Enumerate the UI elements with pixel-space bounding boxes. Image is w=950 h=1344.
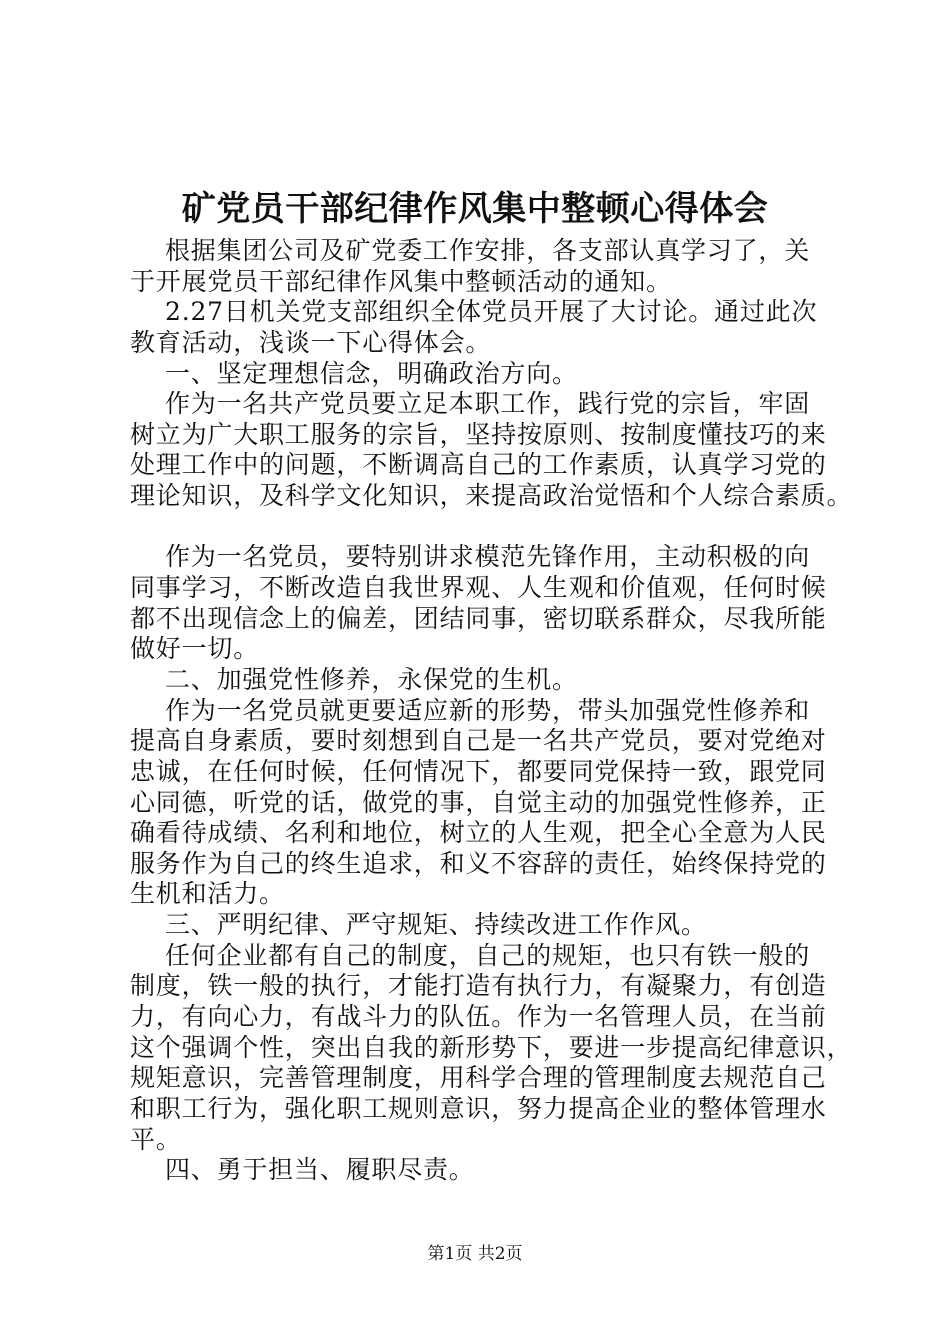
body-line: 力，有向心力，有战斗力的队伍。作为一名管理人员，在当前 [130,1002,827,1032]
body-line: 同事学习，不断改造自我世界观、人生观和价值观，任何时候 [130,573,827,603]
body-line: 一、坚定理想信念，明确政治方向。 [130,358,578,388]
body-line: 忠诚，在任何时候，任何情况下，都要同党保持一致，跟党同 [130,756,827,786]
document-title: 矿党员干部纪律作风集中整顿心得体会 [181,189,769,229]
body-line: 二、加强党性修养，永保党的生机。 [130,664,578,694]
page-footer: 第1页 共2页 [427,1244,523,1264]
body-line: 于开展党员干部纪律作风集中整顿活动的通知。 [130,266,672,296]
body-line: 生机和活力。 [130,879,285,909]
body-line: 和职工行为，强化职工规则意识，努力提高企业的整体管理水 [130,1093,827,1123]
body-line: 作为一名党员就更要适应新的形势，带头加强党性修养和 [130,695,810,725]
body-line: 根据集团公司及矿党委工作安排，各支部认真学习了，关 [130,236,810,265]
body-line: 教育活动，浅谈一下心得体会。 [130,327,492,357]
body-line: 都不出现信念上的偏差，团结同事，密切联系群众，尽我所能 [130,603,827,633]
body-line: 服务作为自己的终生追求，和义不容辞的责任，始终保持党的 [130,848,827,878]
body-line: 四、勇于担当、履职尽责。 [130,1155,475,1185]
body-line: 作为一名共产党员要立足本职工作，践行党的宗旨，牢固 [130,389,810,419]
body-line: 理论知识，及科学文化知识，来提高政治觉悟和个人综合素质。 [130,481,853,511]
body-line: 2.27日机关党支部组织全体党员开展了大讨论。通过此次 [130,297,818,327]
body-line: 平。 [130,1124,182,1154]
body-line: 作为一名党员，要特别讲求模范先锋作用，主动积极的向 [130,542,810,572]
blank-line [130,512,830,543]
body-line: 做好一切。 [130,634,260,664]
body-line: 处理工作中的问题，不断调高自己的工作素质，认真学习党的 [130,450,827,480]
body-line: 规矩意识，完善管理制度，用科学合理的管理制度去规范自己 [130,1063,827,1093]
body-line: 制度，铁一般的执行，才能打造有执行力，有凝聚力，有创造 [130,971,827,1001]
body-line: 心同德，听党的话，做党的事，自觉主动的加强党性修养，正 [130,787,827,817]
body-line: 三、严明纪律、严守规矩、持续改进工作作风。 [130,910,707,940]
body-line: 提高自身素质，要时刻想到自己是一名共产党员，要对党绝对 [130,726,827,756]
body-line: 确看待成绩、名利和地位，树立的人生观，把全心全意为人民 [130,818,827,848]
document-body [130,236,853,1186]
body-line: 这个强调个性，突出自我的新形势下，要进一步提高纪律意识， [130,1032,853,1062]
body-line: 树立为广大职工服务的宗旨，坚持按原则、按制度懂技巧的来 [130,419,827,449]
body-line: 任何企业都有自己的制度，自己的规矩，也只有铁一般的 [130,940,810,970]
